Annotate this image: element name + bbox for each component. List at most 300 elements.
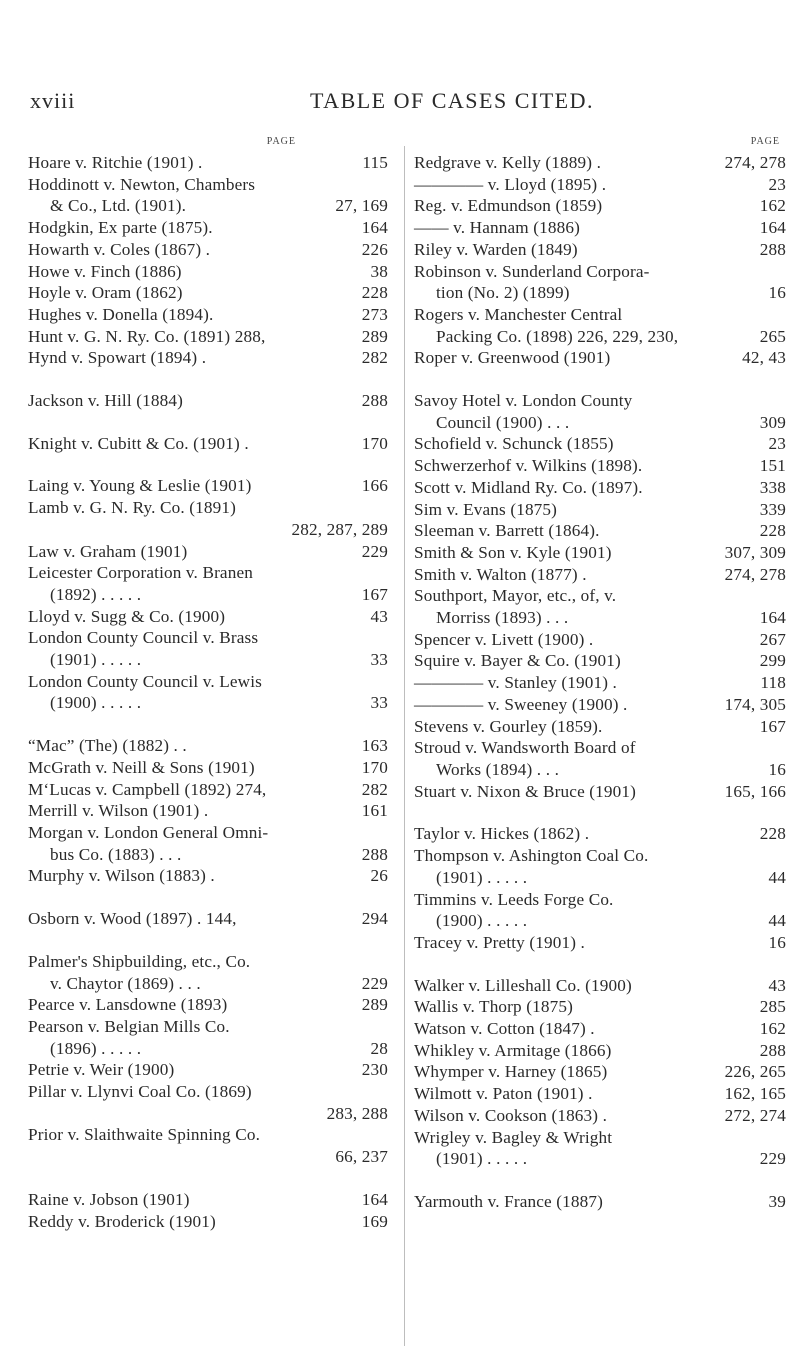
page-reference: 283, 288 [326, 1103, 388, 1123]
entry-line [414, 585, 786, 607]
page-reference: 164 [361, 1189, 388, 1209]
page-reference [382, 497, 388, 519]
case-name: M‘Lucas v. Campbell (1892) 274, [28, 779, 267, 799]
case-name: Howe v. Finch (1886) [28, 261, 182, 281]
page-reference: 162, 165 [724, 1084, 786, 1104]
case-entry [28, 497, 388, 540]
page-reference: 282 [361, 779, 388, 799]
page-reference: 339 [759, 499, 786, 519]
page-reference: 274, 278 [724, 153, 786, 172]
entry-line [414, 520, 786, 542]
entry-line [414, 716, 786, 738]
case-name: Council (1900) . . . [436, 412, 570, 432]
case-name: Riley v. Warden (1849) [414, 239, 578, 259]
entry-line [28, 519, 388, 541]
entry-line [28, 1038, 388, 1060]
entry-line [28, 779, 388, 801]
case-name: ———— v. Lloyd (1895) . [414, 174, 607, 194]
page-reference [780, 585, 786, 607]
case-name: Rogers v. Manchester Central [414, 304, 623, 324]
case-name: Palmer's Shipbuilding, etc., Co. [28, 951, 251, 971]
case-name: ———— v. Stanley (1901) . [414, 673, 617, 693]
page-reference [382, 951, 388, 973]
case-entry [28, 671, 388, 714]
page-reference [382, 562, 388, 584]
case-name: Osborn v. Wood (1897) . 144, [28, 909, 237, 929]
case-entry [414, 261, 786, 304]
case-entry [28, 1211, 388, 1233]
page-reference: 228 [361, 283, 388, 303]
page-reference: 163 [361, 736, 388, 756]
page-reference: 162 [759, 196, 786, 216]
case-entry [414, 304, 786, 347]
page-reference: 338 [759, 477, 786, 497]
case-entry [414, 781, 786, 803]
case-name: Pearson v. Belgian Mills Co. [28, 1016, 230, 1036]
page-reference: 42, 43 [742, 348, 786, 368]
entry-line [28, 1124, 388, 1146]
page-reference [382, 671, 388, 693]
case-name: Redgrave v. Kelly (1889) . [414, 153, 602, 172]
page-reference [382, 627, 388, 649]
entry-line [414, 672, 786, 694]
case-name: Smith v. Walton (1877) . [414, 564, 587, 584]
page-reference: 27, 169 [335, 196, 388, 216]
case-entry [28, 606, 388, 628]
column-divider [404, 146, 405, 1346]
page-reference: 265 [759, 326, 786, 346]
case-name: Walker v. Lilleshall Co. (1900) [414, 975, 632, 995]
case-entry [414, 455, 786, 477]
case-entry [414, 152, 786, 174]
case-name: Wilmott v. Paton (1901) . [414, 1084, 593, 1104]
entry-line [414, 412, 786, 434]
page-reference: 174, 305 [724, 694, 786, 714]
page-reference: 170 [361, 757, 388, 777]
entry-line [414, 326, 786, 348]
page-reference: 288 [361, 391, 388, 411]
page-reference: 115 [362, 153, 388, 172]
letter-group [28, 433, 388, 455]
entry-line [28, 217, 388, 239]
case-name: Whymper v. Harney (1865) [414, 1062, 608, 1082]
case-entry [28, 562, 388, 605]
case-name: Petrie v. Weir (1900) [28, 1060, 175, 1080]
page-reference: 226 [361, 239, 388, 259]
case-name: Jackson v. Hill (1884) [28, 391, 183, 411]
entry-line [28, 865, 388, 887]
case-name: Morgan v. London General Omni- [28, 822, 269, 842]
case-entry [28, 1081, 388, 1124]
case-name: Laing v. Young & Leslie (1901) [28, 476, 252, 496]
page-reference: 289 [361, 995, 388, 1015]
page-reference: 294 [361, 909, 388, 929]
case-name: Hoyle v. Oram (1862) [28, 283, 183, 303]
case-entry [28, 627, 388, 670]
case-entry [28, 347, 388, 369]
entry-line [28, 347, 388, 369]
case-name: Timmins v. Leeds Forge Co. [414, 889, 614, 909]
page-reference: 229 [759, 1149, 786, 1169]
entry-line [414, 455, 786, 477]
case-entry [414, 1083, 786, 1105]
case-entry [28, 304, 388, 326]
page-reference: 118 [760, 673, 786, 693]
entry-line [414, 650, 786, 672]
case-entry [28, 865, 388, 887]
case-entry [414, 694, 786, 716]
entry-line [414, 867, 786, 889]
entry-line [414, 1127, 786, 1149]
case-name: Stroud v. Wandsworth Board of [414, 738, 636, 758]
entry-line [414, 152, 786, 174]
case-entry [414, 1018, 786, 1040]
case-entry [414, 716, 786, 738]
case-entry [414, 477, 786, 499]
case-entry [414, 629, 786, 651]
page-reference: 230 [361, 1060, 388, 1080]
page-number: xviii [30, 88, 76, 113]
page-reference: 273 [361, 304, 388, 324]
case-name: Raine v. Jobson (1901) [28, 1189, 190, 1209]
page-reference: 288 [759, 1040, 786, 1060]
case-entry [28, 239, 388, 261]
case-entry [414, 1040, 786, 1062]
case-name: Savoy Hotel v. London County [414, 391, 633, 411]
page-reference: 282 [361, 348, 388, 368]
entry-line [28, 692, 388, 714]
page-reference: 229 [361, 541, 388, 561]
case-name: Hunt v. G. N. Ry. Co. (1891) 288, [28, 326, 266, 346]
page-reference: 23 [768, 174, 786, 194]
entry-line [28, 152, 388, 174]
letter-group [28, 152, 388, 369]
page-reference [382, 174, 388, 196]
case-entry [414, 174, 786, 196]
case-entry [28, 779, 388, 801]
page-reference: 66, 237 [335, 1147, 388, 1167]
case-entry [414, 217, 786, 239]
page-reference: 228 [759, 824, 786, 844]
case-name: Hynd v. Spowart (1894) . [28, 348, 207, 368]
case-name: London County Council v. Brass [28, 628, 259, 648]
page-column-label: PAGE [750, 136, 780, 147]
case-name: Stevens v. Gourley (1859). [414, 716, 603, 736]
page-reference: 167 [361, 584, 388, 604]
entry-line [414, 261, 786, 283]
letter-group [414, 390, 786, 802]
letter-group [28, 1189, 388, 1232]
case-name: McGrath v. Neill & Sons (1901) [28, 757, 255, 777]
case-name: Leicester Corporation v. Branen [28, 563, 253, 583]
case-name: (1896) . . . . . [50, 1038, 142, 1058]
entry-line [414, 433, 786, 455]
entry-line [414, 845, 786, 867]
entry-line [414, 1148, 786, 1170]
page-reference: 16 [768, 759, 786, 779]
page-reference [780, 261, 786, 283]
entry-line [414, 1083, 786, 1105]
page-reference: 44 [768, 867, 786, 887]
letter-group [414, 823, 786, 953]
entry-line [28, 606, 388, 628]
right-column [414, 136, 786, 1234]
entry-line [414, 996, 786, 1018]
entry-line [28, 994, 388, 1016]
page-reference [780, 737, 786, 759]
case-entry [414, 195, 786, 217]
page-reference: 166 [361, 476, 388, 496]
case-name: (1900) . . . . . [50, 693, 142, 713]
entry-line [414, 174, 786, 196]
page-reference: 228 [759, 521, 786, 541]
case-entry [28, 174, 388, 217]
entry-line [414, 629, 786, 651]
case-entry [28, 800, 388, 822]
page-header [0, 88, 801, 118]
letter-group [414, 152, 786, 369]
case-entry [414, 932, 786, 954]
case-name: Law v. Graham (1901) [28, 541, 188, 561]
entry-line [28, 1059, 388, 1081]
entry-line [414, 781, 786, 803]
entry-line [28, 973, 388, 995]
page-reference [382, 1081, 388, 1103]
page-column-label: PAGE [266, 136, 296, 147]
case-name: Merrill v. Wilson (1901) . [28, 801, 209, 821]
case-name: bus Co. (1883) . . . [50, 844, 182, 864]
entry-line [28, 1189, 388, 1211]
entry-line [28, 908, 388, 930]
case-entry [414, 672, 786, 694]
running-title: TABLE OF CASES CITED. [310, 88, 594, 113]
case-name: Roper v. Greenwood (1901) [414, 348, 611, 368]
case-entry [414, 542, 786, 564]
entry-line [414, 347, 786, 369]
case-entry [28, 326, 388, 348]
page-reference: 169 [361, 1211, 388, 1231]
case-entry [28, 951, 388, 994]
entry-line [28, 1016, 388, 1038]
page-reference: 33 [370, 693, 388, 713]
case-name: (1901) . . . . . [436, 867, 528, 887]
case-name: Sleeman v. Barrett (1864). [414, 521, 600, 541]
case-entry [28, 261, 388, 283]
page-reference: 274, 278 [724, 564, 786, 584]
page-reference: 307, 309 [724, 542, 786, 562]
case-name: Schofield v. Schunck (1855) [414, 434, 614, 454]
case-name: Lamb v. G. N. Ry. Co. (1891) [28, 498, 236, 518]
page-reference: 164 [759, 218, 786, 238]
case-name: Stuart v. Nixon & Bruce (1901) [414, 781, 637, 801]
entry-line [414, 564, 786, 586]
entry-line [28, 433, 388, 455]
case-name: Schwerzerhof v. Wilkins (1898). [414, 456, 643, 476]
case-name: ———— v. Sweeney (1900) . [414, 694, 628, 714]
case-entry [28, 757, 388, 779]
letter-group [414, 1191, 786, 1213]
entry-line [414, 217, 786, 239]
case-entry [28, 735, 388, 757]
page-reference [780, 390, 786, 412]
page-reference: 161 [361, 801, 388, 821]
page-reference: 170 [361, 433, 388, 453]
page-reference [780, 889, 786, 911]
case-entry [414, 499, 786, 521]
left-column [28, 136, 388, 1253]
case-name: Smith & Son v. Kyle (1901) [414, 542, 612, 562]
case-entry [28, 994, 388, 1016]
case-entry [414, 239, 786, 261]
case-name: v. Chaytor (1869) . . . [50, 973, 201, 993]
case-entry [414, 347, 786, 369]
entry-line [28, 822, 388, 844]
page-reference [780, 1127, 786, 1149]
case-entry [414, 975, 786, 997]
case-name: Hoddinott v. Newton, Chambers [28, 174, 256, 194]
entry-line [28, 800, 388, 822]
page-reference: 23 [768, 434, 786, 454]
case-entry [414, 650, 786, 672]
case-name: Murphy v. Wilson (1883) . [28, 866, 215, 886]
case-entry [414, 996, 786, 1018]
entry-line [414, 239, 786, 261]
letter-group [28, 735, 388, 887]
entry-line [414, 1018, 786, 1040]
page-reference [780, 304, 786, 326]
entry-line [414, 607, 786, 629]
case-entry [414, 889, 786, 932]
entry-line [414, 975, 786, 997]
page-reference: 226, 265 [724, 1062, 786, 1082]
case-name: Whikley v. Armitage (1866) [414, 1040, 612, 1060]
case-entry [28, 217, 388, 239]
case-entry [28, 282, 388, 304]
case-name: Knight v. Cubitt & Co. (1901) . [28, 433, 249, 453]
case-name: Hodgkin, Ex parte (1875). [28, 218, 213, 238]
page-reference: 285 [759, 997, 786, 1017]
page-reference: 39 [768, 1191, 786, 1211]
page-reference [382, 822, 388, 844]
case-entry [414, 1105, 786, 1127]
case-name: “Mac” (The) (1882) . . [28, 736, 187, 756]
page-reference: 164 [361, 218, 388, 238]
page-reference: 16 [768, 932, 786, 952]
entry-line [414, 542, 786, 564]
page-reference: 165, 166 [724, 781, 786, 801]
case-name: —— v. Hannam (1886) [414, 218, 580, 238]
case-name: London County Council v. Lewis [28, 671, 262, 691]
entry-line [414, 759, 786, 781]
page-reference: 299 [759, 651, 786, 671]
entry-line [28, 174, 388, 196]
entry-line [28, 562, 388, 584]
page-reference: 44 [768, 911, 786, 931]
case-name: Hughes v. Donella (1894). [28, 304, 214, 324]
page-reference: 164 [759, 608, 786, 628]
entry-line [28, 671, 388, 693]
page-reference: 26 [370, 866, 388, 886]
case-entry [414, 585, 786, 628]
entry-line [28, 239, 388, 261]
case-name: Scott v. Midland Ry. Co. (1897). [414, 477, 643, 497]
case-name: Reddy v. Broderick (1901) [28, 1211, 216, 1231]
case-name: Robinson v. Sunderland Corpora- [414, 261, 650, 281]
case-name: (1892) . . . . . [50, 584, 142, 604]
entry-line [28, 844, 388, 866]
case-entry [414, 520, 786, 542]
case-name: & Co., Ltd. (1901). [50, 196, 187, 216]
entry-line [28, 541, 388, 563]
page-reference: 43 [768, 975, 786, 995]
entry-line [414, 1061, 786, 1083]
case-name: Southport, Mayor, etc., of, v. [414, 586, 617, 606]
case-entry [28, 1016, 388, 1059]
page-reference: 16 [768, 283, 786, 303]
case-entry [414, 390, 786, 433]
case-entry [28, 390, 388, 412]
case-entry [28, 1124, 388, 1167]
entry-line [414, 1191, 786, 1213]
entry-line [28, 282, 388, 304]
entry-line [414, 304, 786, 326]
case-name: (1901) . . . . . [50, 650, 142, 670]
case-entry [414, 823, 786, 845]
page-reference: 288 [759, 239, 786, 259]
page-reference: 282, 287, 289 [291, 519, 388, 539]
entry-line [414, 195, 786, 217]
case-name: Pillar v. Llynvi Coal Co. (1869) [28, 1082, 252, 1102]
case-name: (1901) . . . . . [436, 1149, 528, 1169]
page-reference: 229 [361, 973, 388, 993]
case-entry [28, 822, 388, 865]
case-entry [28, 908, 388, 930]
page-reference: 267 [759, 629, 786, 649]
entry-line [28, 497, 388, 519]
page-reference: 151 [759, 456, 786, 476]
case-entry [414, 433, 786, 455]
case-name: (1900) . . . . . [436, 911, 528, 931]
page-reference [382, 1124, 388, 1146]
page-reference [382, 1016, 388, 1038]
entry-line [414, 823, 786, 845]
case-entry [414, 1191, 786, 1213]
case-name: Wallis v. Thorp (1875) [414, 997, 573, 1017]
page-reference: 167 [759, 716, 786, 736]
entry-line [414, 390, 786, 412]
page-reference: 288 [361, 844, 388, 864]
case-name: Morriss (1893) . . . [436, 608, 569, 628]
case-name: Tracey v. Pretty (1901) . [414, 932, 585, 952]
case-entry [414, 845, 786, 888]
entry-line [414, 499, 786, 521]
entry-line [414, 282, 786, 304]
case-entry [28, 1059, 388, 1081]
entry-line [414, 1040, 786, 1062]
page-reference: 309 [759, 412, 786, 432]
case-name: Lloyd v. Sugg & Co. (1900) [28, 606, 226, 626]
case-entry [28, 475, 388, 497]
case-name: Sim v. Evans (1875) [414, 499, 558, 519]
case-name: Yarmouth v. France (1887) [414, 1191, 603, 1211]
case-name: Pearce v. Lansdowne (1893) [28, 995, 228, 1015]
case-name: Watson v. Cotton (1847) . [414, 1019, 595, 1039]
case-name: Prior v. Slaithwaite Spinning Co. [28, 1125, 261, 1145]
case-name: Spencer v. Livett (1900) . [414, 629, 594, 649]
entry-line [28, 195, 388, 217]
entry-line [414, 910, 786, 932]
entry-line [28, 390, 388, 412]
